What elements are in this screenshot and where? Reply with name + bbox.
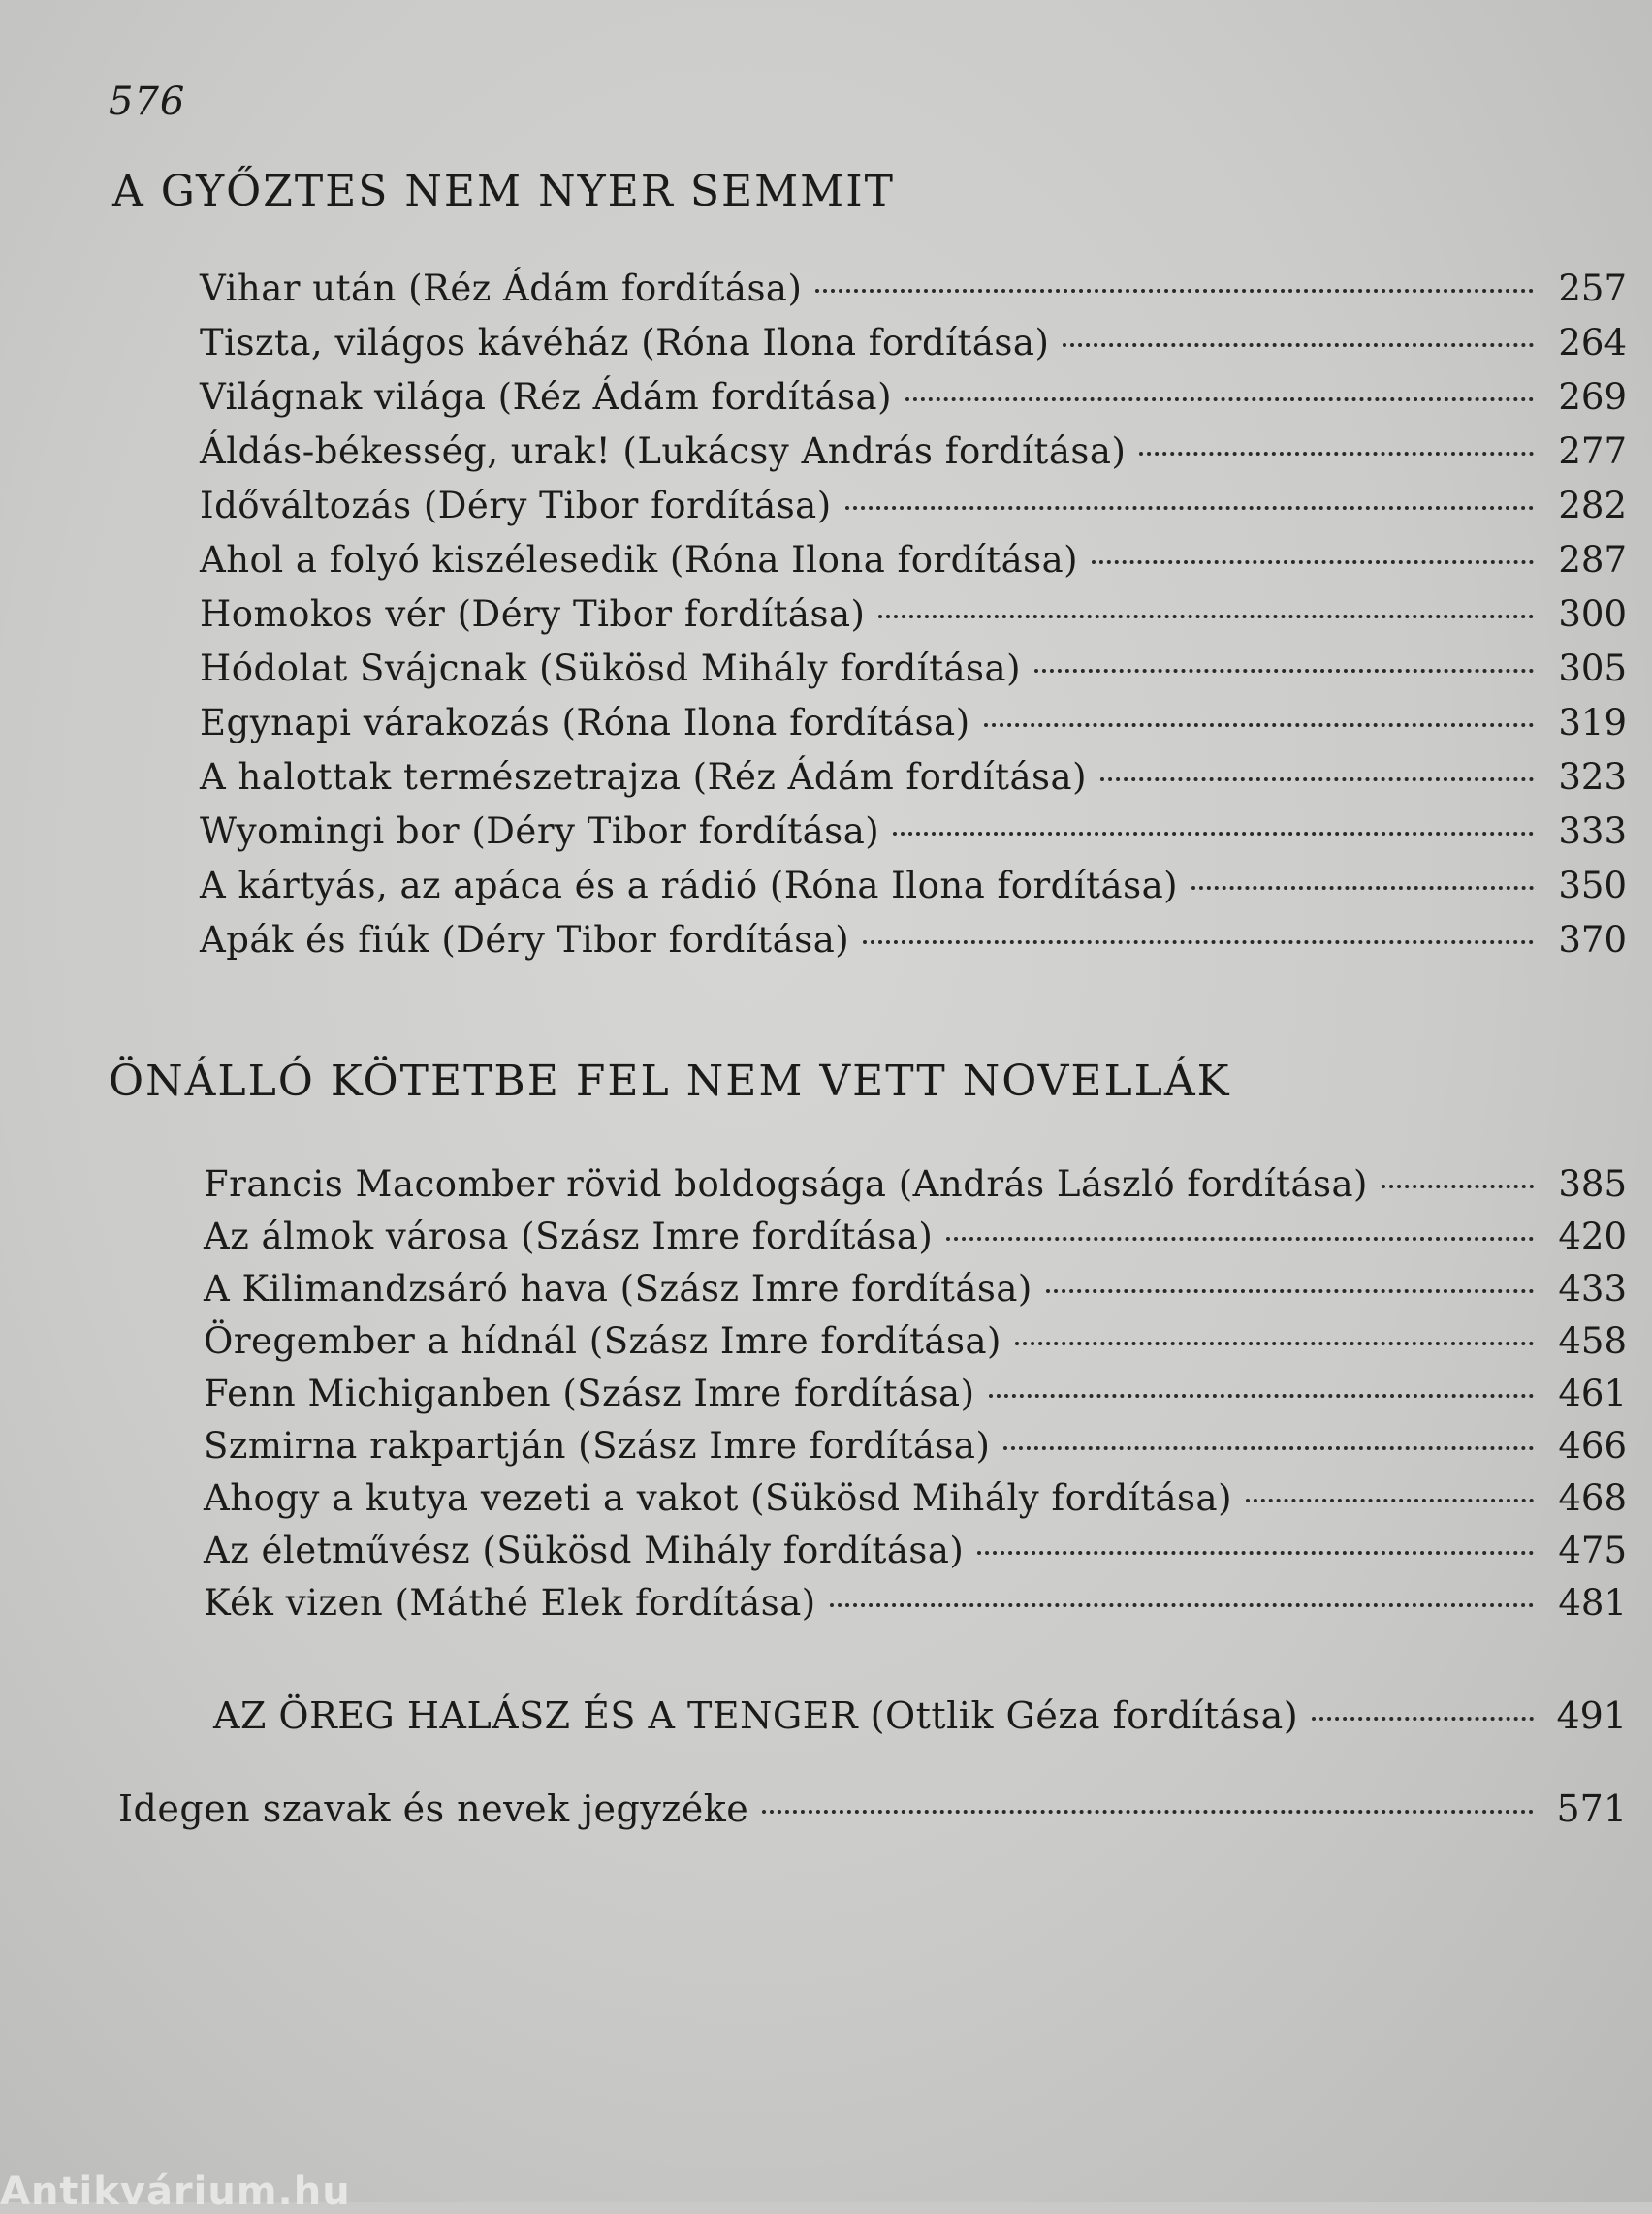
- entry-page: 305: [1558, 648, 1627, 689]
- entry-page: 466: [1558, 1425, 1627, 1467]
- dot-leader: [830, 1603, 1534, 1607]
- section-heading-gyoztes: A GYŐZTES NEM NYER SEMMIT: [112, 167, 895, 216]
- entry-page: 257: [1558, 268, 1627, 309]
- toc-list-gyoztes: [200, 268, 1627, 973]
- entry-page: 277: [1558, 430, 1627, 472]
- dot-leader: [1139, 452, 1534, 456]
- entry-page: 571: [1556, 1787, 1627, 1830]
- entry-title: Áldás-békesség, urak! (Lukácsy András fordítása): [200, 430, 1127, 472]
- entry-title: Vihar után (Réz Ádám fordítása): [200, 268, 803, 309]
- entry-title: Szmirna rakpartján (Szász Imre fordítása): [204, 1425, 991, 1467]
- toc-entry: [200, 865, 1627, 919]
- dot-leader: [863, 940, 1534, 944]
- entry-page: 350: [1558, 865, 1627, 906]
- toc-entry: [204, 1582, 1627, 1634]
- dot-leader: [1092, 560, 1534, 564]
- entry-title: AZ ÖREG HALÁSZ ÉS A TENGER (Ottlik Géza fordítása): [213, 1694, 1299, 1737]
- toc-entry: [204, 1320, 1627, 1373]
- entry-page: 287: [1558, 539, 1627, 581]
- entry-title: Apák és fiúk (Déry Tibor fordítása): [200, 919, 850, 961]
- dot-leader: [984, 723, 1534, 727]
- entry-page: 420: [1558, 1216, 1627, 1257]
- dot-leader: [1003, 1446, 1534, 1450]
- dot-leader: [1046, 1289, 1534, 1293]
- entry-page: 481: [1558, 1582, 1627, 1624]
- entry-title: Homokos vér (Déry Tibor fordítása): [200, 593, 866, 635]
- dot-leader: [762, 1810, 1534, 1814]
- entry-title: Időváltozás (Déry Tibor fordítása): [200, 485, 832, 526]
- toc-entry-jegyzek: [118, 1787, 1627, 1846]
- dot-leader: [893, 832, 1534, 836]
- dot-leader: [845, 506, 1534, 510]
- toc-entry: [200, 702, 1627, 756]
- toc-entry: [200, 268, 1627, 322]
- entry-page: 370: [1558, 919, 1627, 961]
- entry-title: A halottak természetrajza (Réz Ádám fordítása): [200, 756, 1088, 798]
- entry-page: 333: [1558, 810, 1627, 852]
- toc-entry-oreg-halasz: [213, 1694, 1627, 1753]
- toc-entry: [200, 810, 1627, 865]
- entry-page: 300: [1558, 593, 1627, 635]
- toc-entry: [200, 756, 1627, 810]
- entry-title: Tiszta, világos kávéház (Róna Ilona fordítása): [200, 322, 1050, 364]
- toc-entry: [200, 430, 1627, 485]
- entry-title: Az álmok városa (Szász Imre fordítása): [204, 1216, 934, 1257]
- entry-title: Öregember a hídnál (Szász Imre fordítása): [204, 1320, 1001, 1362]
- entry-page: 468: [1558, 1477, 1627, 1519]
- entry-title: A kártyás, az apáca és a rádió (Róna Ilona fordítása): [200, 865, 1179, 906]
- entry-title: Francis Macomber rövid boldogsága (András László fordítása): [204, 1163, 1368, 1205]
- toc-entry: [204, 1163, 1627, 1216]
- toc-entry: [204, 1477, 1627, 1530]
- toc-list-onallo: [204, 1163, 1627, 1634]
- entry-title: Egynapi várakozás (Róna Ilona fordítása): [200, 702, 970, 743]
- dot-leader: [1063, 343, 1534, 347]
- dot-leader: [1246, 1499, 1534, 1502]
- toc-novella: [213, 1694, 1627, 1753]
- dot-leader: [1100, 777, 1534, 781]
- entry-title: Az életművész (Sükösd Mihály fordítása): [204, 1530, 965, 1571]
- entry-page: 269: [1558, 376, 1627, 418]
- dot-leader: [946, 1237, 1534, 1241]
- toc-entry: [200, 593, 1627, 648]
- dot-leader: [878, 615, 1534, 618]
- entry-title: Hódolat Svájcnak (Sükösd Mihály fordítása): [200, 648, 1022, 689]
- toc-entry: [204, 1425, 1627, 1477]
- dot-leader: [1382, 1185, 1534, 1188]
- toc-index: [118, 1787, 1627, 1846]
- entry-page: 458: [1558, 1320, 1627, 1362]
- entry-title: Wyomingi bor (Déry Tibor fordítása): [200, 810, 880, 852]
- toc-entry: [204, 1373, 1627, 1425]
- watermark-stamp: Antikvárium.hu: [0, 2169, 351, 2214]
- entry-page: 323: [1558, 756, 1627, 798]
- dot-leader: [905, 397, 1534, 401]
- toc-entry: [200, 322, 1627, 376]
- toc-entry: [200, 539, 1627, 593]
- dot-leader: [1015, 1342, 1534, 1345]
- entry-page: 385: [1558, 1163, 1627, 1205]
- toc-entry: [200, 376, 1627, 430]
- dot-leader: [989, 1394, 1534, 1398]
- entry-title: A Kilimandzsáró hava (Szász Imre fordítása): [204, 1268, 1032, 1310]
- dot-leader: [1191, 886, 1534, 890]
- entry-page: 264: [1558, 322, 1627, 364]
- entry-title: Fenn Michiganben (Szász Imre fordítása): [204, 1373, 975, 1414]
- entry-page: 461: [1558, 1373, 1627, 1414]
- entry-page: 319: [1558, 702, 1627, 743]
- entry-title: Világnak világa (Réz Ádám fordítása): [200, 376, 893, 418]
- entry-title: Idegen szavak és nevek jegyzéke: [118, 1787, 749, 1830]
- entry-title: Ahol a folyó kiszélesedik (Róna Ilona fordítása): [200, 539, 1079, 581]
- entry-title: Ahogy a kutya vezeti a vakot (Sükösd Mihály fordítása): [204, 1477, 1233, 1519]
- toc-entry: [204, 1216, 1627, 1268]
- entry-page: 491: [1556, 1694, 1627, 1737]
- entry-page: 475: [1558, 1530, 1627, 1571]
- entry-title: Kék vizen (Máthé Elek fordítása): [204, 1582, 816, 1624]
- entry-page: 433: [1558, 1268, 1627, 1310]
- toc-entry: [204, 1530, 1627, 1582]
- toc-entry: [200, 919, 1627, 973]
- toc-entry: [200, 648, 1627, 702]
- page-number: 576: [109, 79, 186, 124]
- section-heading-onallo: ÖNÁLLÓ KÖTETBE FEL NEM VETT NOVELLÁK: [109, 1057, 1231, 1106]
- dot-leader: [815, 289, 1534, 293]
- dot-leader: [1034, 669, 1534, 673]
- toc-entry: [200, 485, 1627, 539]
- dot-leader: [1312, 1717, 1534, 1721]
- entry-page: 282: [1558, 485, 1627, 526]
- dot-leader: [977, 1551, 1534, 1555]
- toc-entry: [204, 1268, 1627, 1320]
